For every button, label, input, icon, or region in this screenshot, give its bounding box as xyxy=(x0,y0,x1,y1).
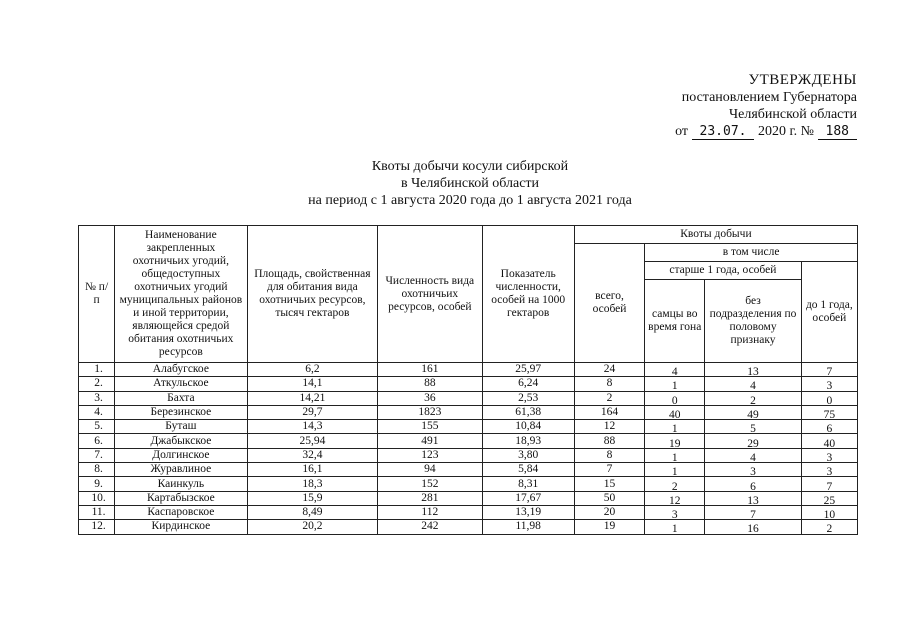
cell-males: 1 xyxy=(645,451,705,465)
cell-no-division: 3 xyxy=(705,466,801,480)
cell-young: 10 xyxy=(801,508,857,522)
cell-males: 3 xyxy=(645,508,705,522)
header-total: всего, особей xyxy=(574,244,644,363)
approval-date-prefix: от xyxy=(675,124,689,139)
header-no-division: без подразделения по половому признаку xyxy=(705,280,801,363)
cell-males: 1 xyxy=(645,466,705,480)
cell-males: 1 xyxy=(645,523,705,537)
cell-males: 1 xyxy=(645,423,705,437)
table-row xyxy=(79,505,858,519)
cell-no-division: 13 xyxy=(705,366,801,380)
cell-count: 123 xyxy=(378,448,482,462)
table-row xyxy=(79,363,858,377)
cell-num: 5. xyxy=(79,420,115,434)
cell-total: 7 xyxy=(574,463,644,477)
cell-density: 18,93 xyxy=(482,434,574,448)
cell-density: 3,80 xyxy=(482,448,574,462)
header-young: до 1 года, особей xyxy=(801,262,857,363)
cell-young: 40 xyxy=(801,437,857,451)
header-density: Показатель численности, особей на 1000 гектаров xyxy=(482,226,574,363)
cell-density: 6,24 xyxy=(482,377,574,391)
document-title xyxy=(230,158,710,209)
cell-no-division: 2 xyxy=(705,394,801,408)
cell-young: 3 xyxy=(801,451,857,465)
cell-area: 20,2 xyxy=(247,520,378,534)
cell-young: 3 xyxy=(801,466,857,480)
cell-males: 2 xyxy=(645,480,705,494)
cell-num: 12. xyxy=(79,520,115,534)
cell-total: 24 xyxy=(574,363,644,377)
cell-num: 2. xyxy=(79,377,115,391)
cell-no-division: 29 xyxy=(705,437,801,451)
cell-young: 25 xyxy=(801,494,857,508)
cell-area: 29,7 xyxy=(247,405,378,419)
cell-young: 7 xyxy=(801,366,857,380)
cell-count: 161 xyxy=(378,363,482,377)
table-row xyxy=(79,420,858,434)
cell-density: 8,31 xyxy=(482,477,574,491)
cell-no-division: 4 xyxy=(705,451,801,465)
cell-name: Картабызское xyxy=(115,491,248,505)
cell-name: Кирдинское xyxy=(115,520,248,534)
cell-area: 25,94 xyxy=(247,434,378,448)
cell-density: 11,98 xyxy=(482,520,574,534)
cell-young: 2 xyxy=(801,523,857,537)
cell-name: Бахта xyxy=(115,391,248,405)
cell-count: 491 xyxy=(378,434,482,448)
cell-area: 32,4 xyxy=(247,448,378,462)
cell-density: 5,84 xyxy=(482,463,574,477)
approval-date-suffix: 2020 г. № xyxy=(757,124,815,139)
cell-density: 61,38 xyxy=(482,405,574,419)
cell-count: 36 xyxy=(378,391,482,405)
cell-young: 7 xyxy=(801,480,857,494)
table-row xyxy=(79,448,858,462)
cell-total: 15 xyxy=(574,477,644,491)
cell-total: 2 xyxy=(574,391,644,405)
cell-name: Буташ xyxy=(115,420,248,434)
table-row xyxy=(79,434,858,448)
cell-num: 6. xyxy=(79,434,115,448)
cell-no-division: 16 xyxy=(705,523,801,537)
cell-males: 40 xyxy=(645,408,705,422)
cell-density: 25,97 xyxy=(482,363,574,377)
cell-no-division: 6 xyxy=(705,480,801,494)
header-quotas: Квоты добычи xyxy=(574,226,857,244)
cell-name: Долгинское xyxy=(115,448,248,462)
cell-young: 0 xyxy=(801,394,857,408)
header-name: Наименование закрепленных охотничьих угодий, общедоступных охотничьих угодий муниципальных районов и иной территории, являющейся средой обитания охотничьих ресурсов xyxy=(115,226,248,363)
header-num: № п/п xyxy=(79,226,115,363)
table-row xyxy=(79,477,858,491)
table-header xyxy=(79,226,858,363)
cell-young: 3 xyxy=(801,380,857,394)
cell-total: 88 xyxy=(574,434,644,448)
cell-total: 50 xyxy=(574,491,644,505)
approval-line-2: Челябинской области xyxy=(729,107,857,122)
cell-males: 1 xyxy=(645,380,705,394)
document-title-line-3: на период с 1 августа 2020 года до 1 августа 2021 года xyxy=(308,193,632,208)
cell-area: 15,9 xyxy=(247,491,378,505)
cell-num: 10. xyxy=(79,491,115,505)
approval-line-1: постановлением Губернатора xyxy=(681,90,857,105)
cell-num: 7. xyxy=(79,448,115,462)
approval-date-value: 23.07. xyxy=(692,124,755,140)
approval-title: УТВЕРЖДЕНЫ xyxy=(748,72,857,88)
cell-num: 3. xyxy=(79,391,115,405)
header-including: в том числе xyxy=(645,244,858,262)
cell-area: 6,2 xyxy=(247,363,378,377)
cell-density: 10,84 xyxy=(482,420,574,434)
approval-number: 188 xyxy=(818,124,857,140)
table-row xyxy=(79,520,858,534)
cell-total: 8 xyxy=(574,377,644,391)
cell-num: 4. xyxy=(79,405,115,419)
document-title-line-1: Квоты добычи косули сибирской xyxy=(371,159,569,174)
cell-count: 88 xyxy=(378,377,482,391)
cell-name: Каспаровское xyxy=(115,505,248,519)
header-older: старше 1 года, особей xyxy=(645,262,802,280)
cell-count: 281 xyxy=(378,491,482,505)
cell-no-division: 5 xyxy=(705,423,801,437)
cell-density: 2,53 xyxy=(482,391,574,405)
table-body xyxy=(79,363,858,535)
cell-name: Каинкуль xyxy=(115,477,248,491)
cell-count: 152 xyxy=(378,477,482,491)
cell-total: 19 xyxy=(574,520,644,534)
cell-density: 17,67 xyxy=(482,491,574,505)
cell-no-division: 13 xyxy=(705,494,801,508)
approval-date-line xyxy=(617,123,857,140)
cell-no-division: 7 xyxy=(705,508,801,522)
cell-area: 14,3 xyxy=(247,420,378,434)
document-title-line-2: в Челябинской области xyxy=(400,176,540,191)
header-count: Численность вида охотничьих ресурсов, особей xyxy=(378,226,482,363)
cell-males: 0 xyxy=(645,394,705,408)
cell-count: 94 xyxy=(378,463,482,477)
quota-table xyxy=(78,225,858,535)
cell-total: 164 xyxy=(574,405,644,419)
header-area: Площадь, свойственная для обитания вида охотничьих ресурсов, тысяч гектаров xyxy=(247,226,378,363)
cell-area: 8,49 xyxy=(247,505,378,519)
cell-count: 1823 xyxy=(378,405,482,419)
cell-total: 20 xyxy=(574,505,644,519)
table-row xyxy=(79,463,858,477)
cell-name: Джабыкское xyxy=(115,434,248,448)
cell-no-division: 49 xyxy=(705,408,801,422)
table-row xyxy=(79,377,858,391)
cell-area: 14,21 xyxy=(247,391,378,405)
cell-area: 14,1 xyxy=(247,377,378,391)
cell-males: 19 xyxy=(645,437,705,451)
cell-name: Журавлиное xyxy=(115,463,248,477)
cell-total: 8 xyxy=(574,448,644,462)
cell-males: 4 xyxy=(645,366,705,380)
cell-area: 16,1 xyxy=(247,463,378,477)
cell-name: Алабугское xyxy=(115,363,248,377)
cell-young: 6 xyxy=(801,423,857,437)
table-row xyxy=(79,491,858,505)
cell-num: 11. xyxy=(79,505,115,519)
table-row xyxy=(79,405,858,419)
cell-area: 18,3 xyxy=(247,477,378,491)
cell-name: Аткульское xyxy=(115,377,248,391)
cell-num: 9. xyxy=(79,477,115,491)
cell-count: 155 xyxy=(378,420,482,434)
cell-count: 112 xyxy=(378,505,482,519)
cell-total: 12 xyxy=(574,420,644,434)
approval-block xyxy=(617,72,857,140)
cell-density: 13,19 xyxy=(482,505,574,519)
cell-num: 8. xyxy=(79,463,115,477)
cell-males: 12 xyxy=(645,494,705,508)
cell-no-division: 4 xyxy=(705,380,801,394)
cell-count: 242 xyxy=(378,520,482,534)
cell-name: Березинское xyxy=(115,405,248,419)
table-row xyxy=(79,391,858,405)
cell-num: 1. xyxy=(79,363,115,377)
header-males: самцы во время гона xyxy=(645,280,705,363)
cell-young: 75 xyxy=(801,408,857,422)
